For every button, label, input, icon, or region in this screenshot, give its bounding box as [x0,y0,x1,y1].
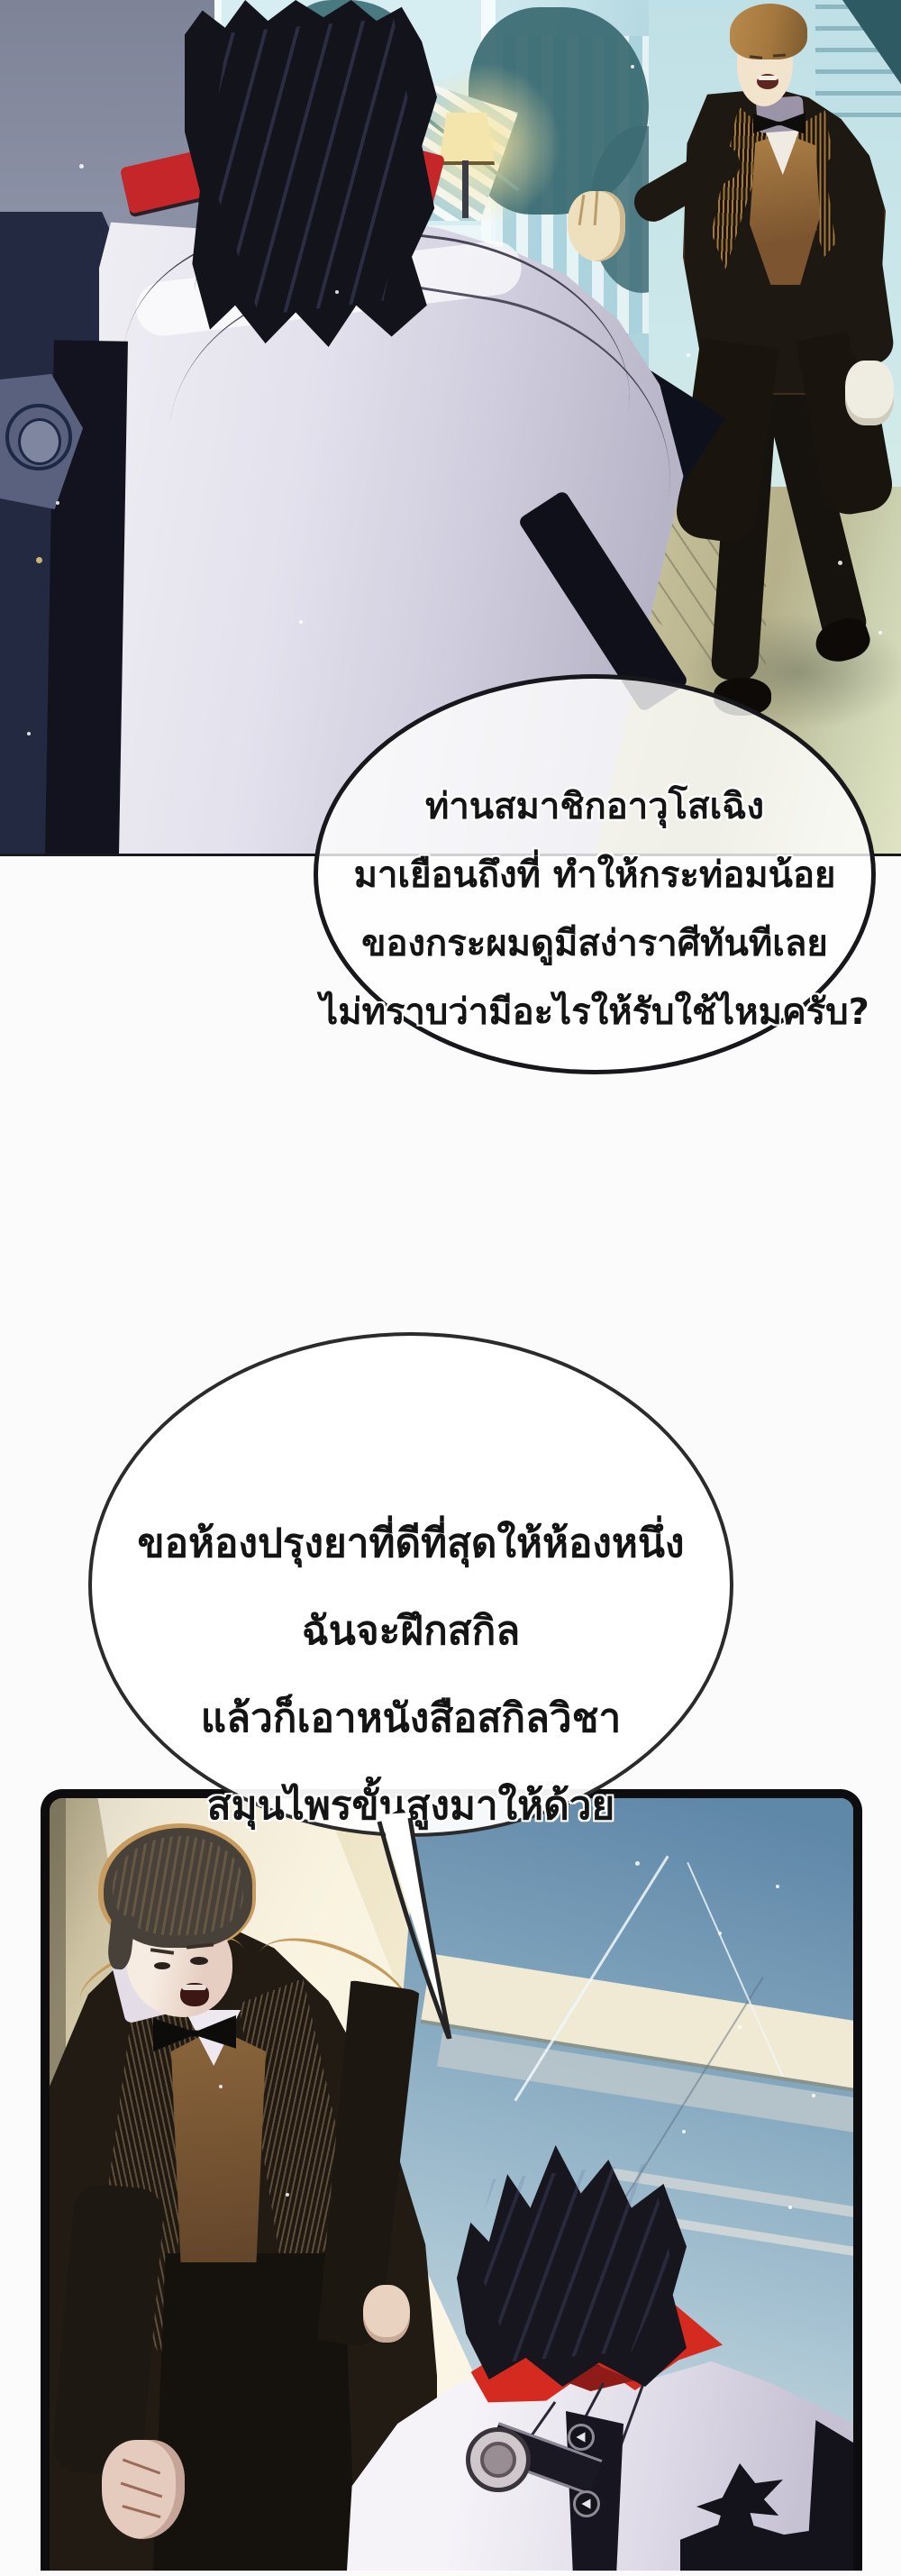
butler2-eye [190,1957,208,1965]
bubble-line: แล้วก็เอาหนังสือสกิลวิชา [200,1695,622,1741]
butler2-teeth [182,1985,206,1990]
butler2-hand [363,2285,410,2343]
mc-clasp-core [18,418,61,465]
butler2-vest [171,2028,266,2262]
bubble-line: ท่านสมาชิกอาวุโสเฉิง [424,786,765,827]
butler-glove-hand [845,361,894,425]
mc2-button-triangle [573,2490,600,2517]
butler-hair [730,4,807,59]
lamp-pole [462,160,469,218]
bubble-line: มาเยือนถึงที่ ทำให้กระท่อมน้อย [353,854,836,896]
bubble-line: ของกระผมดูมีสง่าราศีทันทีเลย [361,923,828,964]
bubble-line: สมุนไพรขั้นสูงมาให้ด้วย [206,1783,615,1829]
speech-bubble-protagonist [88,1332,733,1837]
bubble-line: ขอห้องปรุงยาที่ดีที่สุดให้ห้องหนึ่ง [137,1521,685,1567]
mc2-buckle-inner [480,2442,516,2478]
triangle-glyph [574,2430,588,2444]
bubble-line: ไม่ทราบว่ามีอะไรให้รับใช้ไหมครับ? [320,991,869,1033]
triangle-glyph [579,2497,594,2511]
butler-teeth [758,76,778,80]
bubble-line: ฉันจะฝึกสกิล [301,1608,521,1654]
mc2-button-triangle [568,2424,595,2451]
speech-bubble-butler [314,674,876,1074]
butler2-eye [154,1962,170,1969]
speech-bubble-tail [356,1807,464,2051]
lamp-shade [439,113,495,165]
